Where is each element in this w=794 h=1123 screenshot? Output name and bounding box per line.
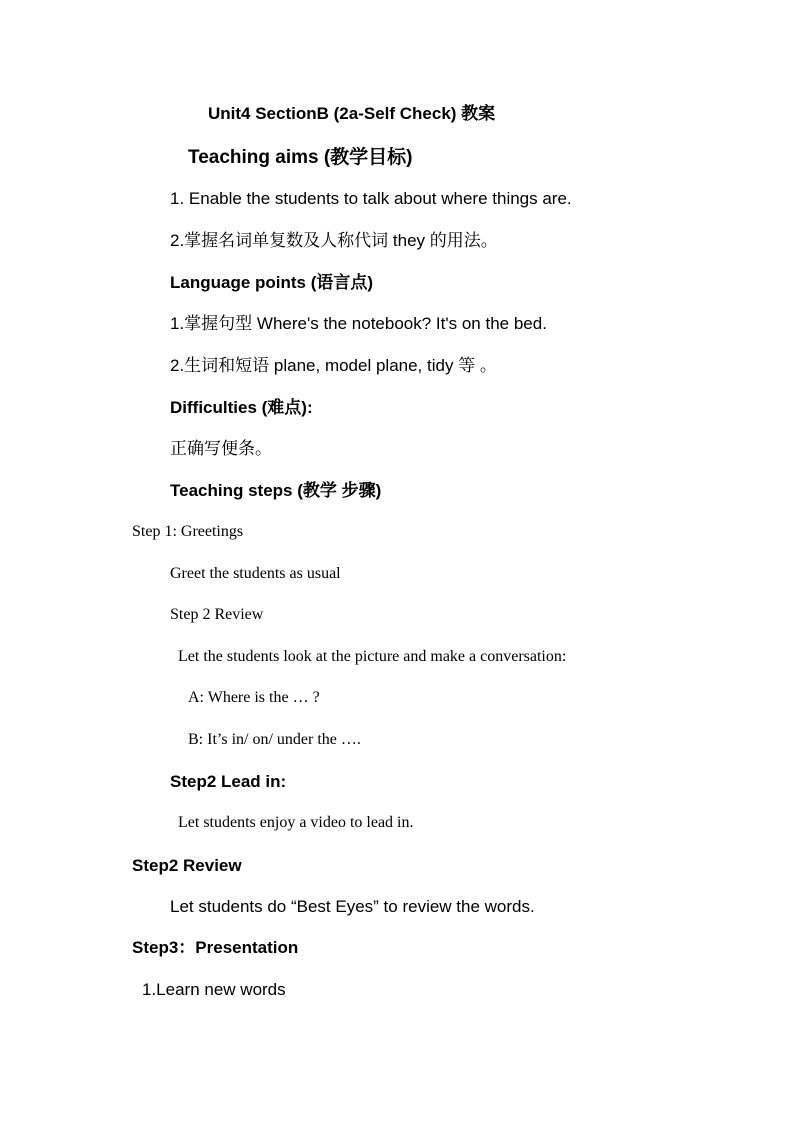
step-2-review-words-text: Let students do “Best Eyes” to review the words. <box>170 897 535 916</box>
document-title: Unit4 SectionB (2a-Self Check) 教案 <box>208 104 496 123</box>
difficulties-text: 正确写便条。 <box>170 439 272 458</box>
dialog-line-b: B: It’s in/ on/ under the …. <box>188 731 361 748</box>
step-3-presentation-heading: Step3：Presentation <box>132 938 299 957</box>
step-2-review-bold-heading: Step2 Review <box>132 856 242 875</box>
language-point-2: 2.生词和短语 plane, model plane, tidy 等 。 <box>170 356 497 375</box>
step-2-lead-in-heading: Step2 Lead in: <box>170 772 287 791</box>
difficulties-heading: Difficulties (难点): <box>170 398 313 417</box>
step-2-review-heading: Step 2 Review <box>170 606 264 623</box>
step-2-lead-in-text: Let students enjoy a video to lead in. <box>178 814 414 831</box>
language-points-heading: Language points (语言点) <box>170 273 374 292</box>
step-3-item-1: 1.Learn new words <box>142 980 286 999</box>
step-2-review-text: Let the students look at the picture and make a conversation: <box>178 648 567 665</box>
step-1-text: Greet the students as usual <box>170 565 341 582</box>
dialog-line-a: A: Where is the … ? <box>188 689 320 706</box>
language-point-1: 1.掌握句型 Where's the notebook? It's on the bed. <box>170 314 547 333</box>
aim-item-2: 2.掌握名词单复数及人称代词 they 的用法。 <box>170 231 498 250</box>
teaching-aims-heading: Teaching aims (教学目标) <box>188 147 413 168</box>
aim-item-1: 1. Enable the students to talk about where things are. <box>170 189 572 208</box>
teaching-steps-heading: Teaching steps (教学 步骤) <box>170 481 382 500</box>
step-1-heading: Step 1: Greetings <box>132 523 244 540</box>
